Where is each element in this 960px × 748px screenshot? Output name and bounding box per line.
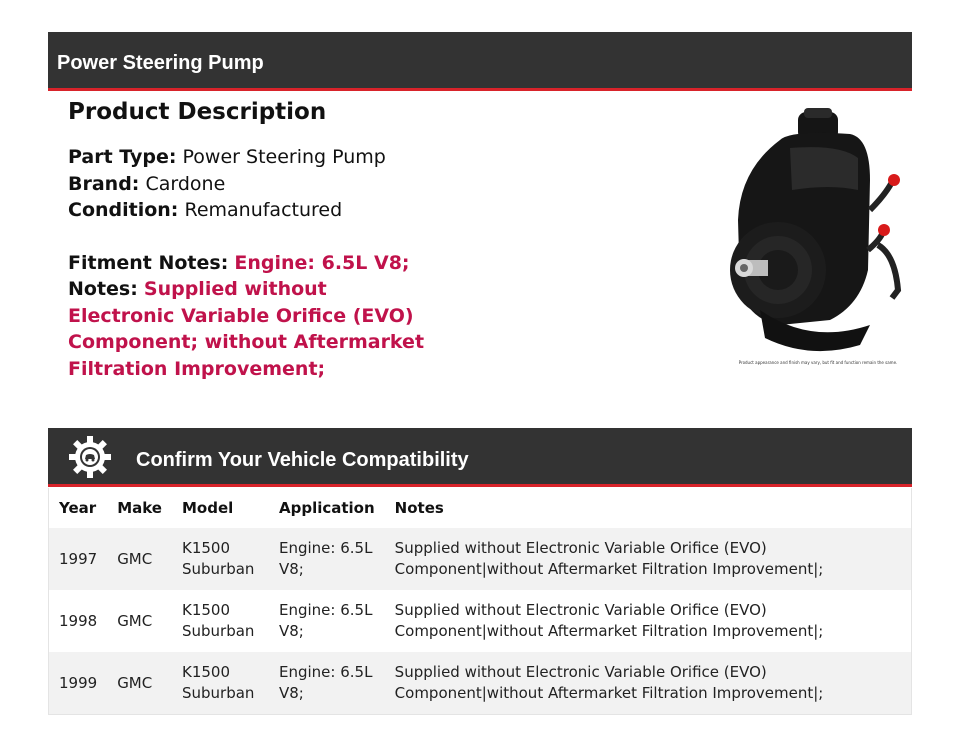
fitment-value: Engine: 6.5L V8; [234, 251, 410, 274]
table-row [49, 652, 912, 715]
part-type-row [68, 144, 428, 171]
brand-value: Cardone [145, 172, 226, 195]
gear-car-icon [68, 435, 112, 479]
condition-label: Condition: [68, 199, 179, 221]
condition-row [68, 197, 428, 224]
cell-notes: Supplied without Electronic Variable Orifice (EVO) Component|without Aftermarket Filtration Improvement|; [385, 590, 912, 652]
col-make-header: Make [107, 488, 172, 528]
fitment-label: Fitment Notes: [68, 251, 229, 274]
table-header-row [49, 488, 912, 528]
cell-make: GMC [107, 590, 172, 652]
brand-label: Brand: [68, 172, 140, 195]
table-row [49, 590, 912, 652]
cell-year: 1997 [49, 528, 108, 590]
notes-value: Supplied without Electronic Variable Orifice (EVO) Component; without Aftermarket Filtration Improvement; [68, 278, 425, 380]
cell-application: Engine: 6.5L V8; [269, 528, 385, 590]
product-image [720, 100, 910, 370]
col-model-header: Model [172, 488, 269, 528]
compatibility-table [48, 488, 912, 715]
cell-model: K1500 Suburban [172, 528, 269, 590]
cell-application: Engine: 6.5L V8; [269, 652, 385, 715]
product-description [68, 96, 428, 382]
col-year-header: Year [49, 488, 108, 528]
condition-value: Remanufactured [184, 199, 343, 221]
cell-notes: Supplied without Electronic Variable Orifice (EVO) Component|without Aftermarket Filtration Improvement|; [385, 652, 912, 715]
product-title: Power Steering Pump [57, 52, 264, 74]
notes-row [68, 276, 428, 382]
product-header-bar [48, 32, 912, 91]
part-type-value: Power Steering Pump [182, 146, 386, 168]
notes-label: Notes: [68, 278, 138, 300]
part-type-label: Part Type: [68, 146, 177, 168]
cell-year: 1998 [49, 590, 108, 652]
cell-make: GMC [107, 652, 172, 715]
cell-model: K1500 Suburban [172, 590, 269, 652]
fitment-row [68, 250, 428, 277]
cell-make: GMC [107, 528, 172, 590]
compatibility-header-bar [48, 428, 912, 487]
description-heading: Product Description [68, 99, 327, 125]
brand-row [68, 171, 428, 198]
cell-year: 1999 [49, 652, 108, 715]
table-row [49, 528, 912, 590]
cell-application: Engine: 6.5L V8; [269, 590, 385, 652]
compatibility-title: Confirm Your Vehicle Compatibility [136, 449, 469, 471]
cell-model: K1500 Suburban [172, 652, 269, 715]
cell-notes: Supplied without Electronic Variable Orifice (EVO) Component|without Aftermarket Filtration Improvement|; [385, 528, 912, 590]
col-notes-header: Notes [385, 488, 912, 528]
col-application-header: Application [269, 488, 385, 528]
image-caption: Product appearance and finish may vary, but fit and function remain the same. [738, 360, 898, 365]
